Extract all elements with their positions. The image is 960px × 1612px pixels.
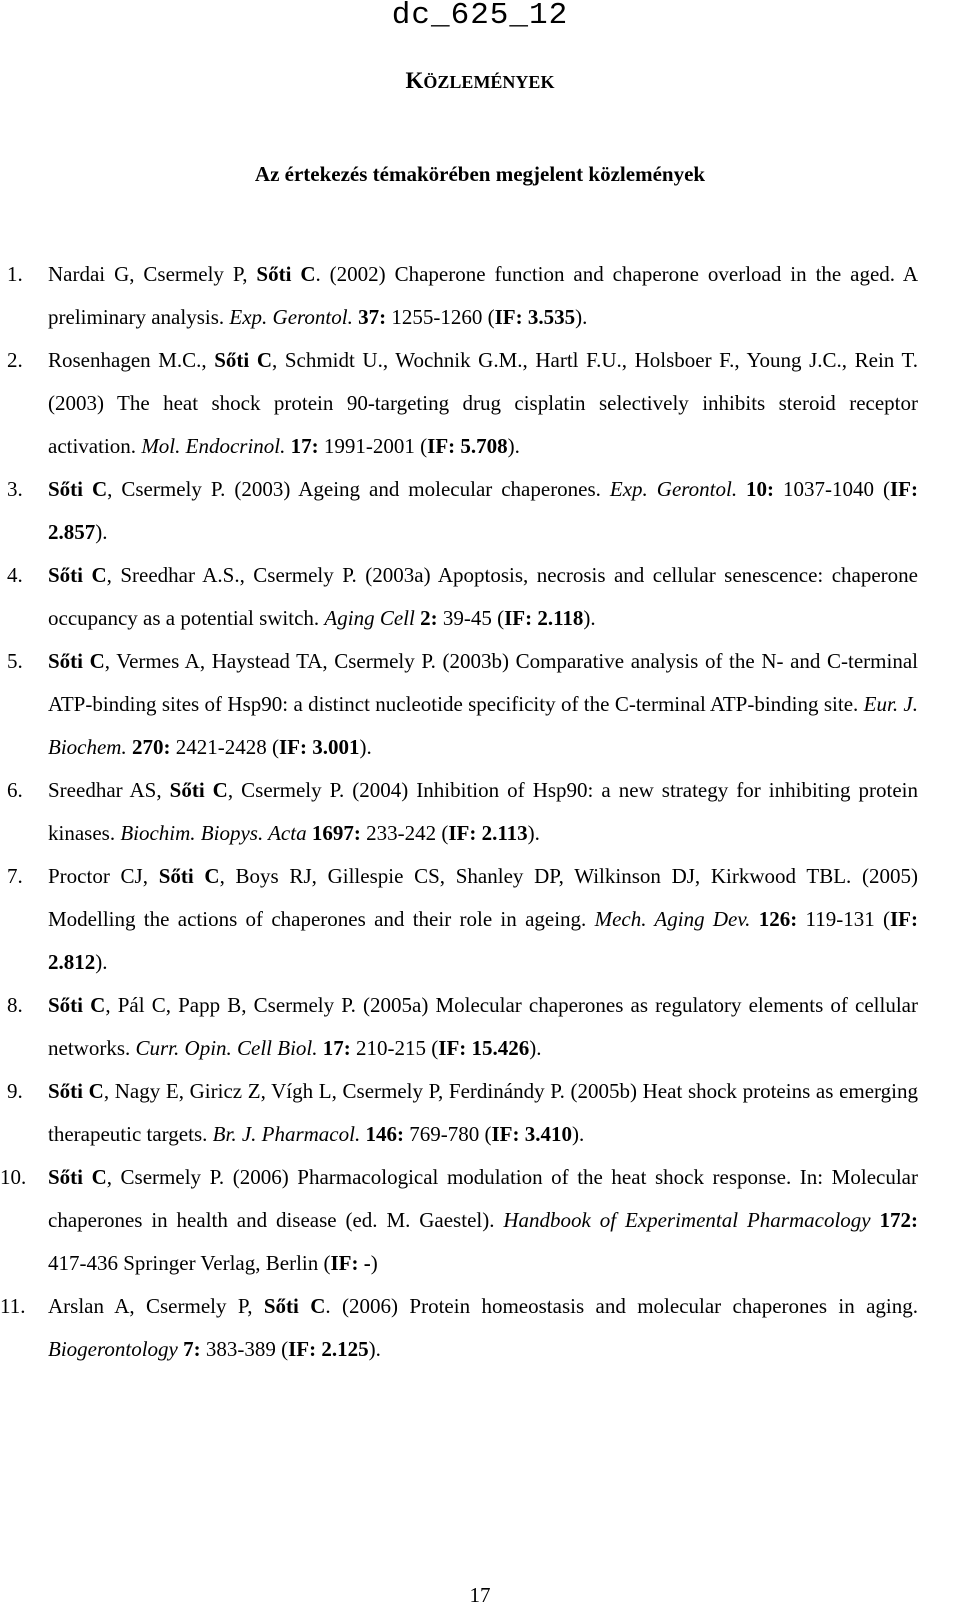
pub-pages: 210-215 ( <box>350 1036 439 1060</box>
pub-impact-factor: IF: 2.812 <box>48 907 918 974</box>
pub-end: ). <box>583 606 596 630</box>
publication-item <box>0 253 918 339</box>
pub-title: , Nagy E, Giricz Z, Vígh L, Csermely P, Ferdinándy P. (2005b) Heat shock proteins as emerging therapeutic targets. <box>48 1079 918 1146</box>
pub-highlight-author: Sőti C <box>263 1294 326 1318</box>
pub-pages: 1991-2001 ( <box>318 434 428 458</box>
pub-highlight-author: Sőti C <box>214 348 273 372</box>
document-id-header: dc_625_12 <box>391 0 569 33</box>
pub-impact-factor: IF: 5.708 <box>427 434 508 458</box>
pub-impact-factor: IF: 2.857 <box>48 477 918 544</box>
pub-highlight-author: Sőti C <box>48 1079 104 1103</box>
pub-highlight-author: Sőti C <box>48 649 105 673</box>
pub-end: ) <box>370 1251 378 1275</box>
pub-volume: 7: <box>177 1337 201 1361</box>
pub-journal: Biochim. Biopys. Acta <box>120 821 307 845</box>
publication-item <box>0 339 918 468</box>
pub-journal: Br. J. Pharmacol. <box>212 1122 361 1146</box>
pub-title: . (2006) Protein homeostasis and molecular chaperones in aging. <box>325 1294 918 1318</box>
pub-authors-before: Arslan A, Csermely P, <box>48 1294 264 1318</box>
pub-impact-factor: IF: 3.001 <box>278 735 360 759</box>
publication-item <box>0 769 918 855</box>
pub-title: , Boys RJ, Gillespie CS, Shanley DP, Wilkinson DJ, Kirkwood TBL. (2005) Modelling the actions of chaperones and their role in ageing. <box>48 864 918 931</box>
pub-volume: 37: <box>352 305 387 329</box>
pub-journal: Exp. Gerontol. <box>609 477 738 501</box>
pub-pages: 417-436 Springer Verlag, Berlin ( <box>48 1251 331 1275</box>
pub-title: , Csermely P. (2004) Inhibition of Hsp90: a new strategy for inhibiting protein kinases. <box>48 778 918 845</box>
pub-highlight-author: Sőti C <box>48 477 108 501</box>
pub-highlight-author: Sőti C <box>158 864 220 888</box>
section-title-rest: ÖZLEMÉNYEK <box>423 72 555 92</box>
pub-pages: 2421-2428 ( <box>170 735 279 759</box>
section-title-initial: K <box>405 68 424 93</box>
pub-end: ). <box>507 434 520 458</box>
pub-journal: Mol. Endocrinol. <box>141 434 286 458</box>
pub-volume: 17: <box>317 1036 351 1060</box>
pub-volume: 10: <box>737 477 775 501</box>
pub-title: , Csermely P. (2006) Pharmacological modulation of the heat shock response. In: Molecular chaperones in health and disease (ed. M. Gaestel). <box>48 1165 918 1232</box>
publication-item <box>0 1070 918 1156</box>
publication-item <box>0 855 918 984</box>
publication-number: 3. <box>7 477 23 501</box>
pub-journal: Aging Cell <box>324 606 415 630</box>
publication-number: 2. <box>7 348 23 372</box>
publication-number: 6. <box>7 778 23 802</box>
publication-item <box>0 1156 918 1285</box>
pub-volume: 270: <box>126 735 171 759</box>
pub-end: ). <box>368 1337 381 1361</box>
pub-journal: Biogerontology <box>48 1337 178 1361</box>
publication-number: 5. <box>7 649 23 673</box>
pub-pages: 119-131 ( <box>797 907 890 931</box>
pub-title: , Sreedhar A.S., Csermely P. (2003a) Apoptosis, necrosis and cellular senescence: chaperone occupancy as a potential switch. <box>48 563 918 630</box>
pub-impact-factor: IF: 3.410 <box>491 1122 572 1146</box>
publication-item <box>0 984 918 1070</box>
pub-title: , Schmidt U., Wochnik G.M., Hartl F.U., Holsboer F., Young J.C., Rein T. (2003) The heat shock protein 90-targeting drug cisplatin selectively inhibits steroid receptor activation. <box>48 348 918 458</box>
pub-highlight-author: Sőti C <box>48 1165 107 1189</box>
pub-pages: 233-242 ( <box>360 821 449 845</box>
pub-title: , Pál C, Papp B, Csermely P. (2005a) Molecular chaperones as regulatory elements of cellular networks. <box>48 993 918 1060</box>
pub-impact-factor: IF: 3.535 <box>494 305 576 329</box>
publication-number: 9. <box>7 1079 23 1103</box>
pub-volume: 146: <box>360 1122 404 1146</box>
pub-impact-factor: IF: 2.118 <box>504 606 584 630</box>
pub-pages: 1255-1260 ( <box>386 305 495 329</box>
pub-impact-factor: IF: 2.113 <box>448 821 528 845</box>
pub-end: ). <box>359 735 372 759</box>
publication-number: 7. <box>7 864 23 888</box>
pub-highlight-author: Sőti C <box>48 563 107 587</box>
pub-highlight-author: Sőti C <box>256 262 316 286</box>
pub-journal: Exp. Gerontol. <box>229 305 353 329</box>
publication-item <box>0 1285 918 1371</box>
publication-number: 8. <box>7 993 23 1017</box>
publication-number: 10. <box>0 1165 27 1189</box>
pub-title: , Csermely P. (2003) Ageing and molecular chaperones. <box>107 477 610 501</box>
pub-journal: Mech. Aging Dev. <box>594 907 751 931</box>
pub-impact-factor: IF: 15.426 <box>438 1036 530 1060</box>
pub-title: , Vermes A, Haystead TA, Csermely P. (2003b) Comparative analysis of the N- and C-terminal ATP-binding sites of Hsp90: a distinct nucleotide specificity of the C-terminal ATP-binding site. <box>48 649 918 716</box>
pub-volume: 172: <box>870 1208 919 1232</box>
pub-authors-before: Proctor CJ, <box>48 864 159 888</box>
pub-end: ). <box>95 950 108 974</box>
pub-impact-factor: IF: 2.125 <box>288 1337 369 1361</box>
pub-highlight-author: Sőti C <box>169 778 228 802</box>
pub-end: ). <box>95 520 108 544</box>
publication-item <box>0 554 918 640</box>
pub-impact-factor: IF: - <box>330 1251 371 1275</box>
pub-journal: Eur. J. Biochem. <box>48 692 918 759</box>
pub-authors-before: Sreedhar AS, <box>48 778 170 802</box>
pub-highlight-author: Sőti C <box>48 993 106 1017</box>
publication-item <box>0 468 918 554</box>
pub-journal: Handbook of Experimental Pharmacology <box>503 1208 871 1232</box>
pub-pages: 1037-1040 ( <box>774 477 890 501</box>
publication-number: 11. <box>0 1294 26 1318</box>
section-title <box>0 68 960 94</box>
pub-end: ). <box>575 305 588 329</box>
pub-title: . (2002) Chaperone function and chaperone overload in the aged. A preliminary analysis. <box>48 262 918 329</box>
publication-number: 1. <box>7 262 23 286</box>
pub-end: ). <box>529 1036 542 1060</box>
publication-list <box>0 253 918 1371</box>
pub-pages: 383-389 ( <box>200 1337 289 1361</box>
pub-end: ). <box>527 821 540 845</box>
pub-end: ). <box>571 1122 585 1146</box>
page-number: 17 <box>469 1583 491 1607</box>
pub-journal: Curr. Opin. Cell Biol. <box>135 1036 318 1060</box>
pub-authors-before: Nardai G, Csermely P, <box>48 262 257 286</box>
publication-item <box>0 640 918 769</box>
pub-pages: 39-45 ( <box>437 606 505 630</box>
pub-volume: 1697: <box>306 821 361 845</box>
publication-number: 4. <box>7 563 23 587</box>
pub-volume: 17: <box>285 434 319 458</box>
section-subtitle: Az értekezés témakörében megjelent közlemények <box>254 162 706 186</box>
pub-volume: 2: <box>414 606 438 630</box>
pub-authors-before: Rosenhagen M.C., <box>48 348 215 372</box>
pub-volume: 126: <box>750 907 798 931</box>
pub-pages: 769-780 ( <box>403 1122 492 1146</box>
